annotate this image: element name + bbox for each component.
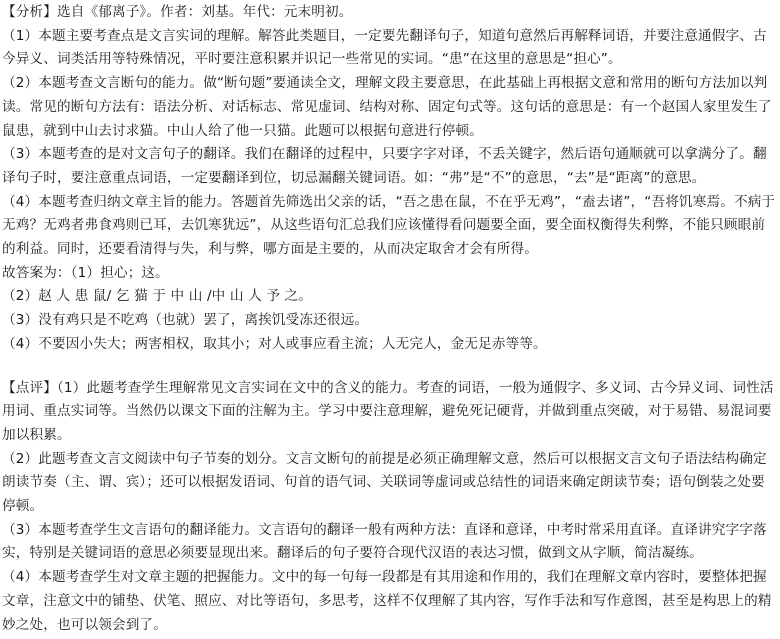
analysis-heading-line: 【分析】选自《郁离子》。作者：刘基。年代：元末明初。 <box>2 4 353 20</box>
analysis-item-3: （3）本题考查的是对文言句子的翻译。我们在翻译的过程中，只要字字对译，不丢关键字，然后语句通顺就可以拿满分了。翻译句子时，要注意重点词语，一定要翻译到位，切忌漏翻关键词语。如：“弗”是“不”的意思，“去”是“距离”的意思。 <box>2 146 767 186</box>
comment-item-2: （2）此题考查文言文阅读中句子节奏的划分。文言文断句的前提是必须正确理解文意，然后可以根据文言文句子语法结构确定朗读节奏（主、谓、宾）；还可以根据发语词、句首的语气词、关联词等虚词或总结性的词语来确定朗读节奏；语句倒装之处要停顿。 <box>2 450 767 515</box>
analysis-item-4: （4）本题考查归纳文章主旨的能力。答题首先筛选出父亲的话，“吾之患在鼠，不在乎无鸡”，“盍去诸”，“吾将饥寒焉。不病于无鸡？无鸡者弗食鸡则已耳，去饥寒犹远”，从这些语句汇总我们应该懂得看问题要全面，要全面权衡得失利弊，不能只顾眼前的利益。同时，还要看清得与失，利与弊，哪方面是主要的，从而决定取舍才会有所得。 <box>2 193 776 258</box>
answer-line-1: 故答案为：（1）担心；这。 <box>2 264 169 281</box>
answer-line-2: （2）赵 人 患 鼠/ 乞 猫 于 中 山 /中 山 人 予 之。 <box>2 288 313 305</box>
answer-line-4: （4）不要因小失大；两害相权，取其小；对人或事应看主流；人无完人，金无足赤等等。 <box>2 335 547 352</box>
section-gap <box>2 357 778 377</box>
analysis-item-1: （1）本题主要考查点是文言实词的理解。解答此类题目，一定要先翻译句子，知道句意然后再解释词语，并要注意通假字、古今异义、词类活用等特殊情况，平时要注意积累并识记一些常见的实词。“患”在这里的意思是“担心”。 <box>2 27 767 68</box>
comment-item-1: 【点评】（1）此题考查学生理解常见文言实词在文中的含义的能力。考查的词语，一般为通假字、多义词、古今异义词、词性活用词、重点实词等。当然仍以课文下面的注解为主。学习中要注意理解，避免死记硬背，并做到重点突破，对于易错、易混词要加以积累。 <box>2 379 774 443</box>
document <box>0 1 780 639</box>
analysis-item-2: （2）本题考查文言断句的能力。做“断句题”要通读全文，理解文段主要意思，在此基础上再根据文意和常用的断句方法加以判读。常见的断句方法有：语法分析、对话标志、常见虚词、结构对称、固定句式等。这句话的意思是：有一个赵国人家里发生了鼠患，就到中山去讨求猫。中山人给了他一只猫。此题可以根据句意进行停顿。 <box>2 75 772 139</box>
comment-item-3: （3）本题考查学生文言语句的翻译能力。文言语句的翻译一般有两种方法：直译和意译，中考时常采用直译。直译讲究字字落实，特别是关键词语的意思必须要显现出来。翻译后的句子要符合现代汉语的表达习惯，做到文从字顺，简洁凝练。 <box>2 521 767 562</box>
answer-line-3: （3）没有鸡只是不吃鸡（也就）罢了，离挨饥受冻还很远。 <box>2 312 369 329</box>
comment-item-4: （4）本题考查学生对文章主题的把握能力。文中的每一句每一段都是有其用途和作用的，我们在理解文章内容时，要整体把握文章，注意文中的铺垫、伏笔、照应、对比等语句，多思考，这样不仅理解了其内容，写作手法和写作意图，甚至是构思上的精妙之处，也可以领会到了。 <box>2 569 772 633</box>
